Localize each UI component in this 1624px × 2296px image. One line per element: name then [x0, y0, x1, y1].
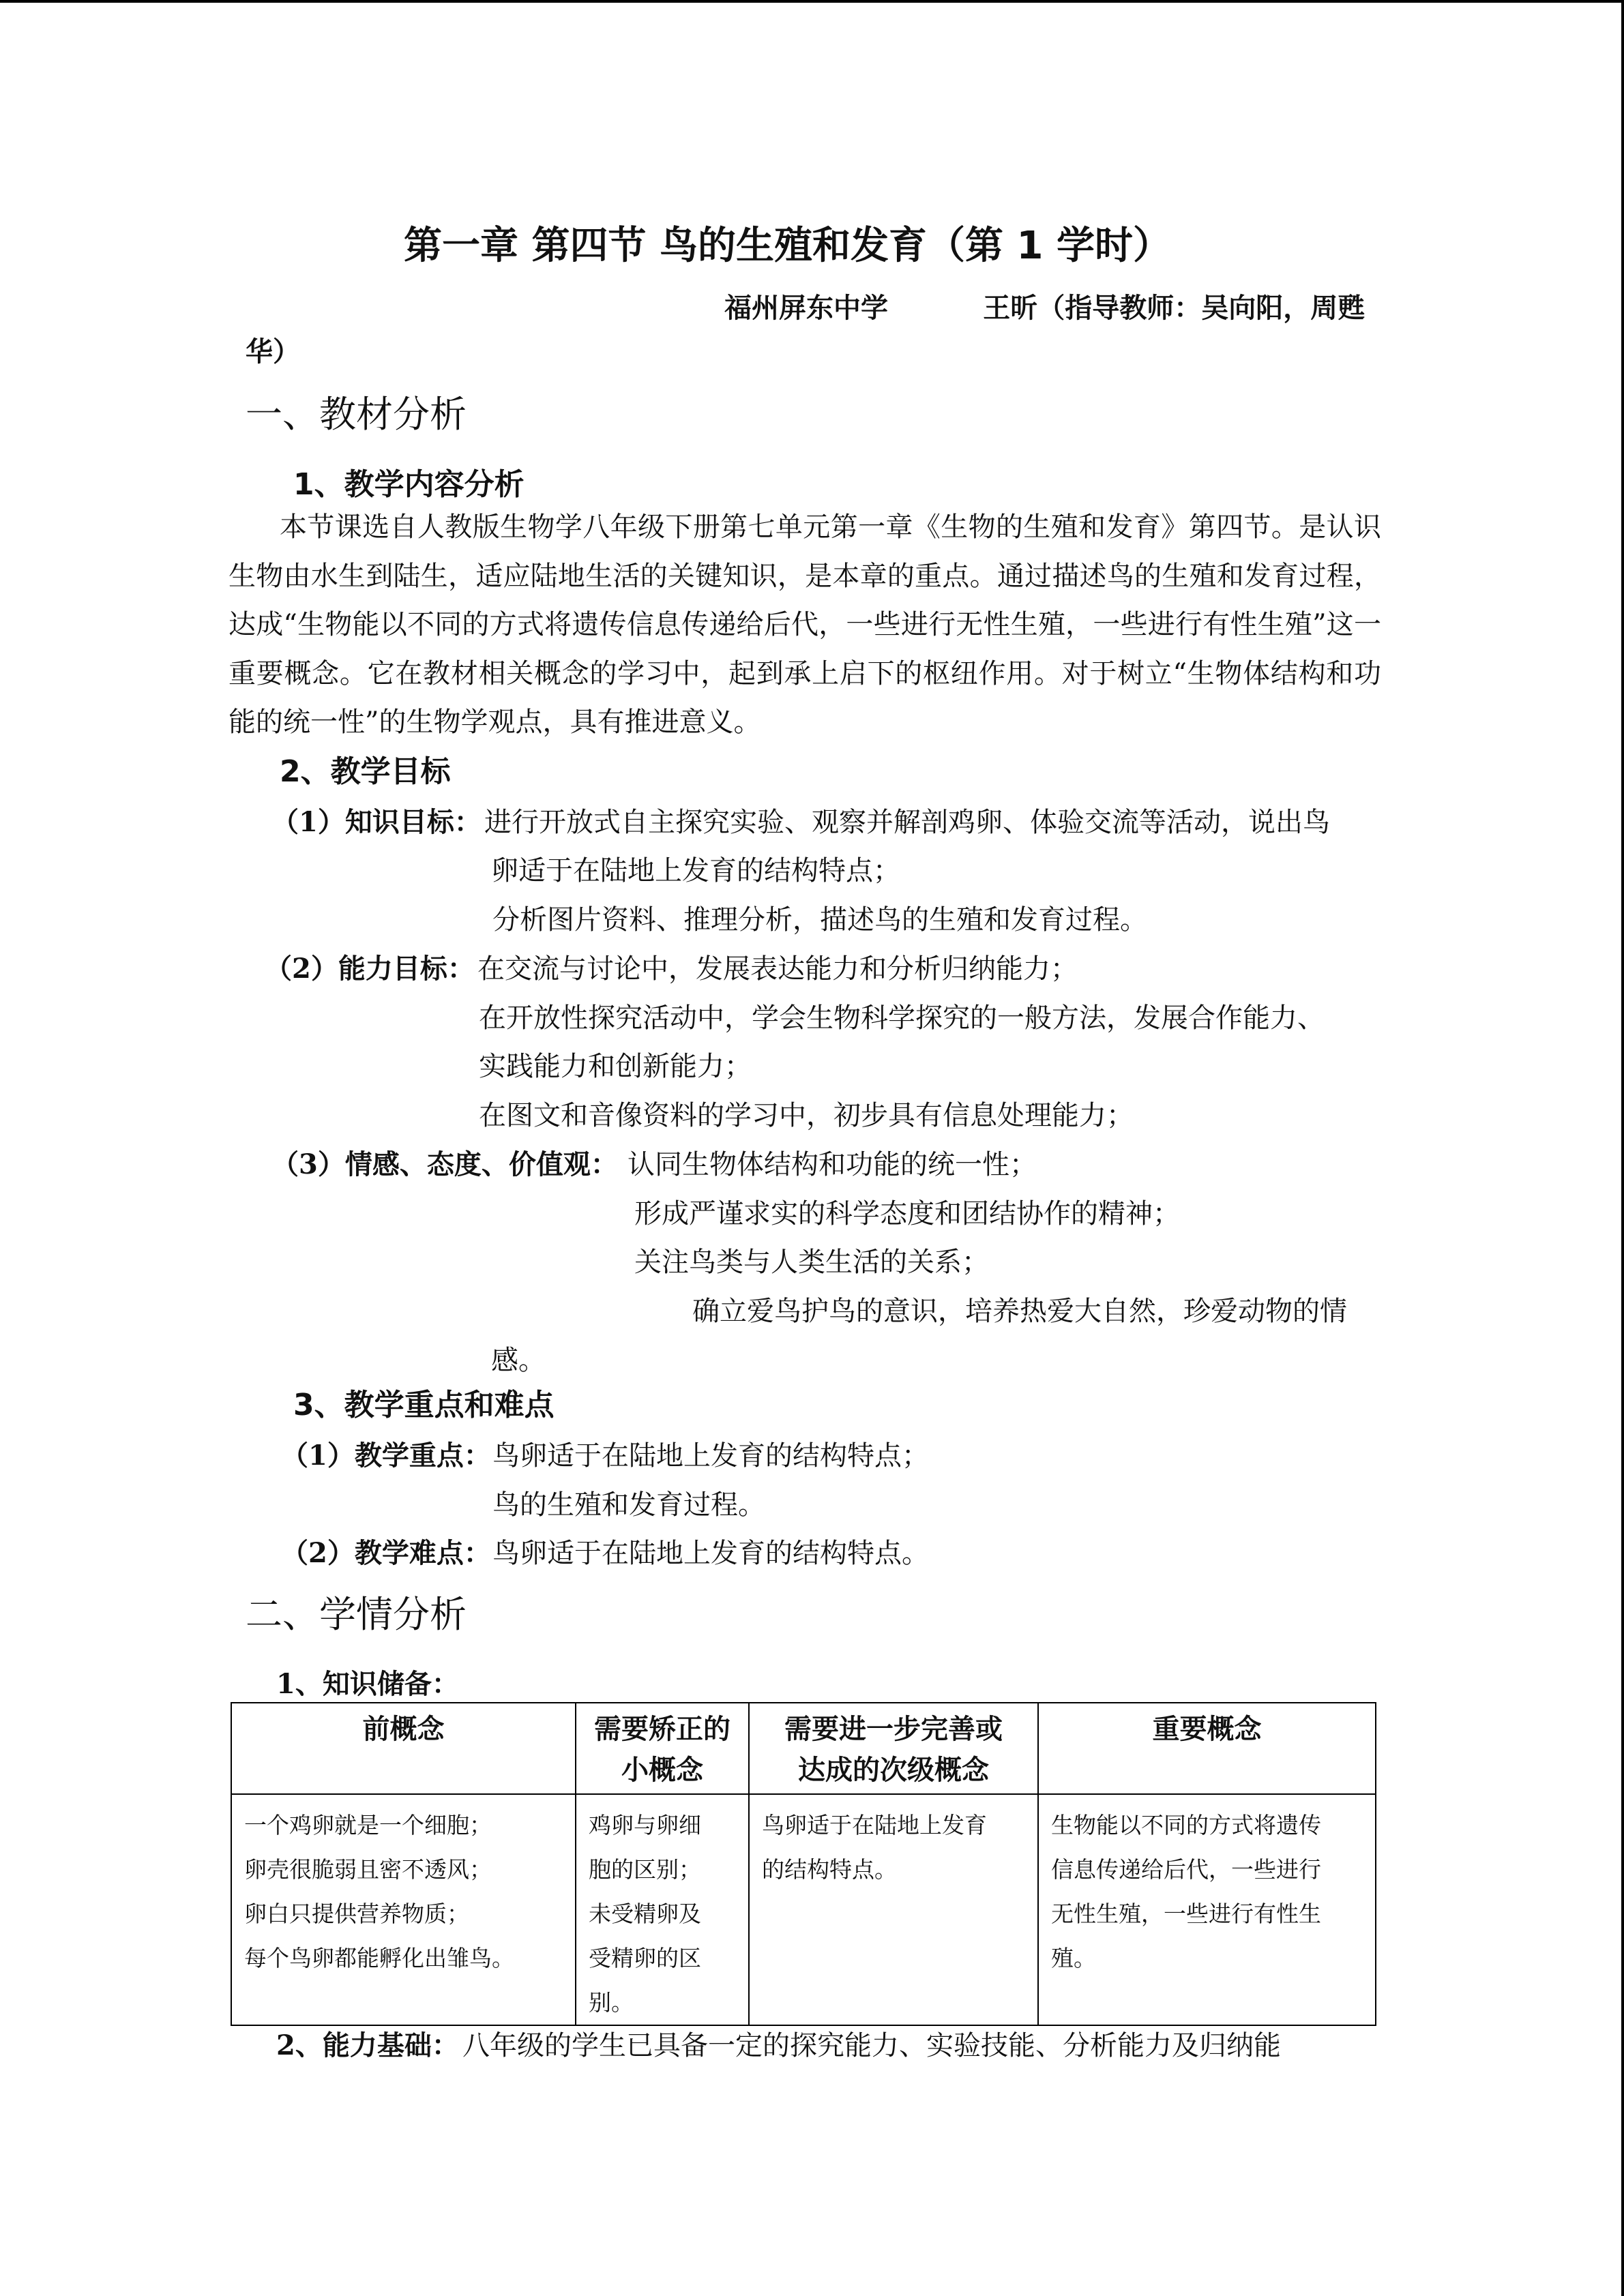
page-top-border: [0, 0, 1624, 3]
column-header: 需要进一步完善或 达成的次级概念: [749, 1703, 1038, 1794]
affective-goal-text: 关注鸟类与人类生活的关系；: [634, 1247, 989, 1278]
section-heading-textbook-analysis: 一、教材分析: [246, 393, 467, 436]
table-row: [231, 1794, 1376, 2025]
table-cell-key-concepts: 生物能以不同的方式将遗传 信息传递给后代，一些进行 无性生殖，一些进行有性生 殖。: [1038, 1794, 1376, 2025]
subheading-knowledge-reserve: 1、知识储备：: [276, 1668, 459, 1700]
page-title: 第一章 第四节 鸟的生殖和发育（第 1 学时）: [404, 224, 1171, 268]
key-point-text: 鸟的生殖和发育过程。: [492, 1489, 765, 1521]
section-heading-student-analysis: 二、学情分析: [246, 1593, 467, 1636]
ability-goal-text: 在图文和音像资料的学习中，初步具有信息处理能力；: [479, 1100, 1134, 1131]
affective-goal-text: 形成严谨求实的科学态度和团结协作的精神；: [634, 1198, 1180, 1229]
content-analysis-paragraph: 本节课选自人教版生物学八年级下册第七单元第一章《生物的生殖和发育》第四节。是认识生物由水生到陆生，适应陆地生活的关键知识，是本章的重点。通过描述鸟的生殖和发育过程，达成“生物能以不同的方式将遗传信息传递给后代，一些进行无性生殖，一些进行有性生殖”这一重要概念。它在教材相关概念的学习中，起到承上启下的枢纽作用。对于树立“生物体结构和功能的统一性”的生物学观点，具有推进意义。: [228, 511, 1381, 738]
column-header: 需要矫正的 小概念: [576, 1703, 749, 1794]
ability-basis-label: 2、能力基础：: [276, 2029, 459, 2061]
ability-goal-text: 实践能力和创新能力；: [479, 1051, 752, 1082]
subheading-content-analysis: 1、教学内容分析: [293, 467, 525, 502]
author-line-continued: 华）: [246, 336, 300, 368]
column-header: 重要概念: [1038, 1703, 1376, 1794]
affective-goal-text: 认同生物体结构和功能的统一性；: [628, 1149, 1037, 1180]
ability-goal-text: 在开放性探究活动中，学会生物科学探究的一般方法，发展合作能力、: [479, 1002, 1325, 1034]
subheading-key-points: 3、教学重点和难点: [293, 1388, 555, 1422]
table-cell-preconceptions: 一个鸡卵就是一个细胞； 卵壳很脆弱且密不透风； 卵白只提供营养物质； 每个鸟卵都能孵化出雏鸟。: [231, 1794, 576, 2025]
affective-goal-text: 感。: [491, 1345, 546, 1376]
page-right-border: [1621, 0, 1624, 2296]
column-header: 前概念: [231, 1703, 576, 1794]
knowledge-goal-label: （1）知识目标：: [271, 806, 482, 838]
knowledge-goal-text: 卵适于在陆地上发育的结构特点；: [491, 855, 900, 886]
difficulty-label: （2）教学难点：: [281, 1537, 491, 1569]
table-cell-misconceptions: 鸡卵与卵细 胞的区别； 未受精卵及 受精卵的区 别。: [576, 1794, 749, 2025]
ability-basis-text: 八年级的学生已具备一定的探究能力、实验技能、分析能力及归纳能: [462, 2030, 1281, 2061]
key-point-label: （1）教学重点：: [281, 1440, 491, 1472]
ability-goal-text: 在交流与讨论中，发展表达能力和分析归纳能力；: [477, 953, 1078, 985]
table-header-row: [231, 1703, 1376, 1794]
table-cell-secondary-concepts: 鸟卵适于在陆地上发育 的结构特点。: [749, 1794, 1038, 2025]
subheading-teaching-goals: 2、教学目标: [280, 754, 451, 789]
author-line: 福州屏东中学 王昕（指导教师：吴向阳，周甦: [724, 292, 1365, 324]
knowledge-goal-text: 分析图片资料、推理分析，描述鸟的生殖和发育过程。: [492, 904, 1147, 936]
knowledge-goal-text: 进行开放式自主探究实验、观察并解剖鸡卵、体验交流等活动，说出鸟: [484, 807, 1330, 838]
key-point-text: 鸟卵适于在陆地上发育的结构特点；: [492, 1440, 929, 1472]
affective-goal-label: （3）情感、态度、价值观：: [271, 1148, 618, 1180]
difficulty-text: 鸟卵适于在陆地上发育的结构特点。: [492, 1538, 929, 1569]
knowledge-table: [231, 1702, 1376, 2026]
ability-goal-label: （2）能力目标：: [265, 953, 475, 985]
affective-goal-text: 确立爱鸟护鸟的意识，培养热爱大自然，珍爱动物的情: [692, 1296, 1347, 1327]
